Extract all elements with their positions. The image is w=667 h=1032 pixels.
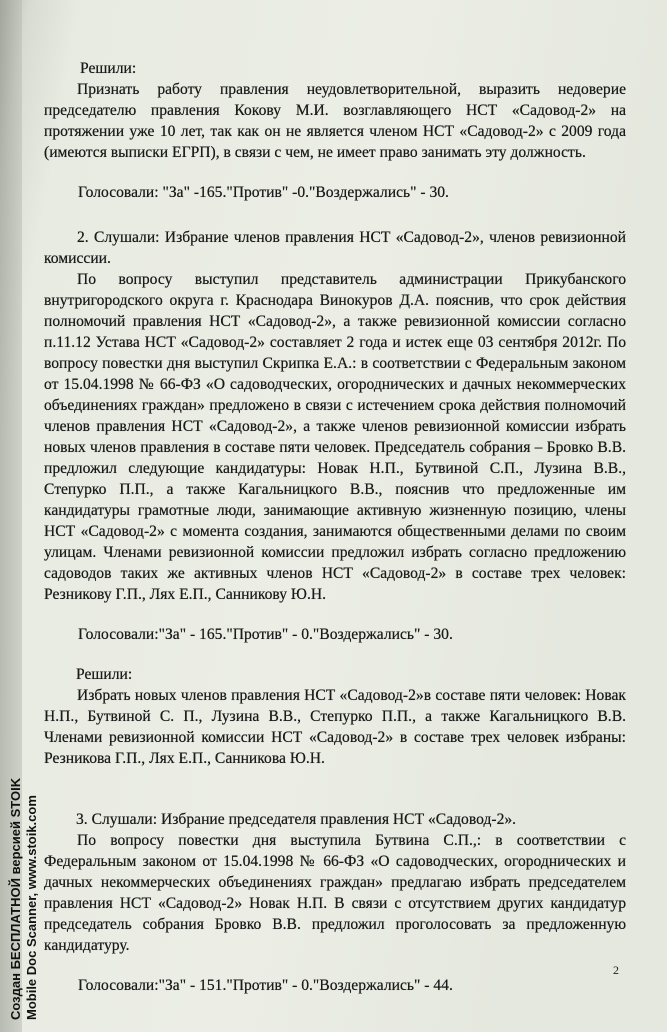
page-number: 2 (613, 963, 619, 977)
resolution-2-heading: Решили: (76, 666, 133, 683)
item-3-heard: 3. Слушали: Избрание председателя правления НСТ «Садовод-2». (76, 811, 517, 828)
scanner-watermark (8, 740, 40, 1020)
item-2-heard: 2. Слушали: Избрание членов правления НСТ «Садовод-2», членов ревизионной комиссии. (44, 229, 626, 267)
watermark-line-2: Mobile Doc Scanner, www.stoik.com (24, 795, 39, 1020)
vote-result-3: Голосовали:"За" - 151."Против" - 0."Воздержались" - 44. (78, 977, 453, 994)
item-3-discussion: По вопросу повестки дня выступила Бутвина С.П.,: в соответствии с Федеральным законом от 15.04.1998 № 66-ФЗ «О садоводческих, огороднических и дачных некоммерческих объединениях граждан» предлагаю избрать председателем правления НСТ «Садовод-2» Новак Н.П. В связи с отсутствием других кандидатур председатель собрания Бровко В.В. предложил проголосовать за предложенную кандидатуру. (44, 832, 626, 954)
resolution-2-text: Избрать новых членов правления НСТ «Садовод-2»в составе пяти человек: Новак Н.П., Бутвиной С. П., Лузина В.В., Степурко П.П., а также Кагальницкого В.В. Членами ревизионной комиссии НСТ «Садовод-2» в составе трех человек избраны: Резникова Г.П., Лях Е.П., Санникова Ю.Н. (44, 687, 626, 767)
item-2-discussion: По вопросу выступил представитель администрации Прикубанского внутригородского округа г. Краснодара Винокуров Д.А. пояснив, что срок действия полномочий правления НСТ «Садовод-2», а также ревизионной комиссии согласно п.11.12 Устава НСТ «Садовод-2» составляет 2 года и истек еще 03 сентября 2012г. По вопросу повестки дня выступил Скрипка Е.А.: в соответствии с Федеральным законом от 15.04.1998 № 66-ФЗ «О садоводческих, огороднических и дачных некоммерческих объединениях граждан» предложено в связи с истечением срока действия полномочий членов правления НСТ «Садовод-2», а также членов ревизионной комиссии избрать новых членов правления в составе пяти человек. Председатель собрания – Бровко В.В. предложил следующие кандидатуры: Новак Н.П., Бутвиной С.П., Лузина В.В., Степурко П.П., а также Кагальницкого В.В., пояснив что предложенные им кандидатуры грамотные люди, занимающие активную жизненную позицию, члены НСТ «Садовод-2» с момента создания, занимаются общественными делами по своим улицам. Членами ревизионной комиссии предложил избрать согласно предложению садоводов таких же активных членов НСТ «Садовод-2» в составе трех человек: Резникову Г.П., Лях Е.П., Санникову Ю.Н. (44, 271, 626, 603)
document-body (44, 58, 626, 996)
resolution-1-heading: Решили: (80, 60, 137, 77)
vote-result-1: Голосовали: "За" -165."Против" -0."Воздержались" - 30. (78, 184, 449, 201)
watermark-line-1: Создан БЕСПЛАТНОЙ версией STOIK (8, 777, 23, 1020)
vote-result-2: Голосовали:"За" - 165."Против" - 0."Воздержались" - 30. (78, 626, 453, 643)
resolution-1-text: Признать работу правления неудовлетворительной, выразить недоверие председателю правления Кокову М.И. возглавляющего НСТ «Садовод-2» на протяжении уже 10 лет, так как он не является членом НСТ «Садовод-2» с 2009 года (имеются выписки ЕГРП), в связи с чем, не имеет право занимать эту должность. (44, 81, 626, 161)
